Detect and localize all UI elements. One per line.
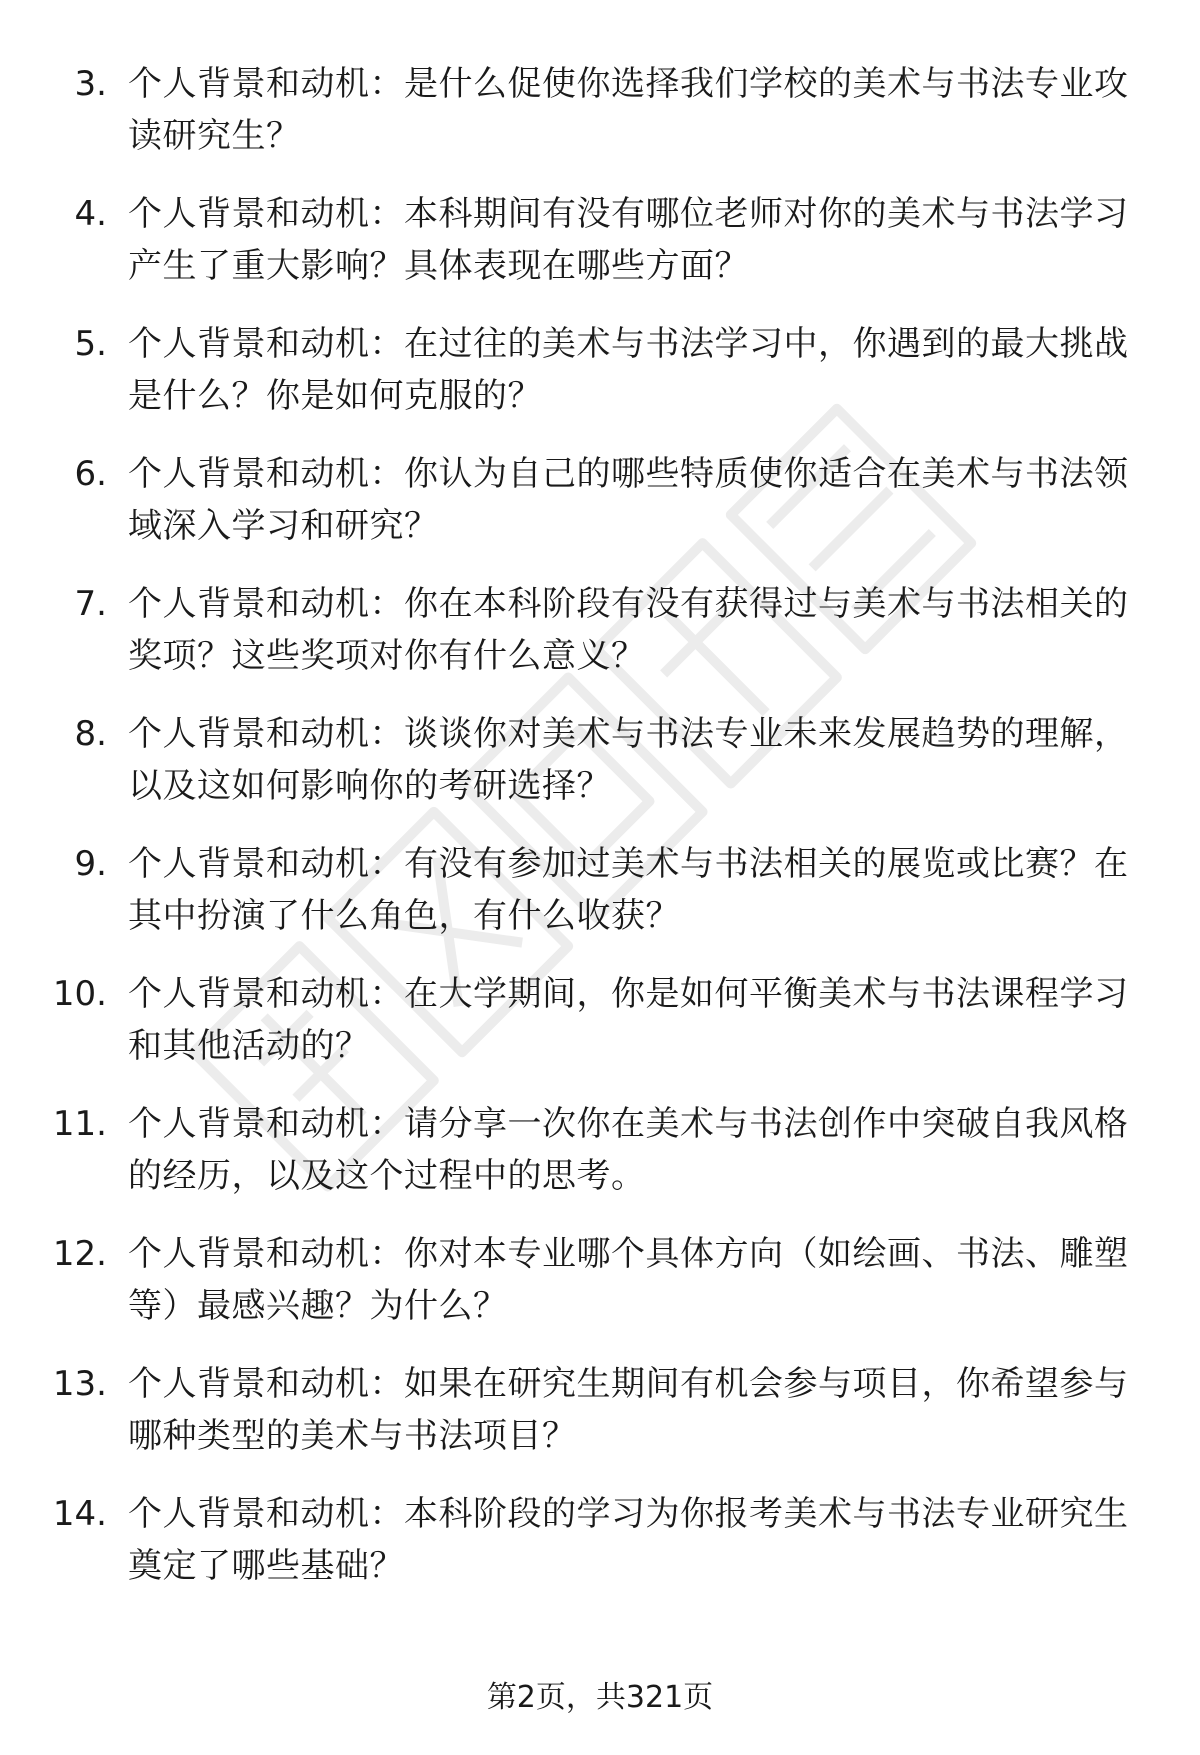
question-item bbox=[0, 708, 1200, 838]
question-text: 个人背景和动机：在大学期间，你是如何平衡美术与书法课程学习和其他活动的？ bbox=[128, 974, 1129, 1066]
question-number: 3. bbox=[74, 64, 107, 104]
question-number: 4. bbox=[74, 194, 107, 234]
question-item bbox=[0, 1358, 1200, 1488]
question-number: 9. bbox=[74, 844, 107, 884]
question-text: 个人背景和动机：你认为自己的哪些特质使你适合在美术与书法领域深入学习和研究？ bbox=[128, 454, 1129, 546]
question-item bbox=[0, 1098, 1200, 1228]
question-item bbox=[0, 58, 1200, 188]
question-text: 个人背景和动机：你对本专业哪个具体方向（如绘画、书法、雕塑等）最感兴趣？为什么？ bbox=[128, 1234, 1129, 1326]
question-item bbox=[0, 578, 1200, 708]
question-text: 个人背景和动机：谈谈你对美术与书法专业未来发展趋势的理解，以及这如何影响你的考研选择？ bbox=[128, 714, 1129, 806]
page-footer: 第2页，共321页 bbox=[486, 1680, 714, 1715]
question-number: 12. bbox=[52, 1234, 107, 1274]
question-text: 个人背景和动机：有没有参加过美术与书法相关的展览或比赛？在其中扮演了什么角色，有什么收获？ bbox=[128, 844, 1129, 936]
question-number: 7. bbox=[74, 584, 107, 624]
question-number: 10. bbox=[52, 974, 107, 1014]
question-item bbox=[0, 188, 1200, 318]
question-text: 个人背景和动机：请分享一次你在美术与书法创作中突破自我风格的经历，以及这个过程中的思考。 bbox=[128, 1104, 1129, 1196]
question-item bbox=[0, 1228, 1200, 1358]
question-number: 6. bbox=[74, 454, 107, 494]
question-text: 个人背景和动机：本科阶段的学习为你报考美术与书法专业研究生奠定了哪些基础？ bbox=[128, 1494, 1129, 1586]
question-number: 11. bbox=[52, 1104, 107, 1144]
question-text: 个人背景和动机：你在本科阶段有没有获得过与美术与书法相关的奖项？这些奖项对你有什么意义？ bbox=[128, 584, 1129, 676]
question-item bbox=[0, 838, 1200, 968]
question-number: 5. bbox=[74, 324, 107, 364]
question-number: 13. bbox=[52, 1364, 107, 1404]
question-item bbox=[0, 1488, 1200, 1618]
question-number: 8. bbox=[74, 714, 107, 754]
question-text: 个人背景和动机：是什么促使你选择我们学校的美术与书法专业攻读研究生？ bbox=[128, 64, 1129, 156]
question-item bbox=[0, 968, 1200, 1098]
question-text: 个人背景和动机：本科期间有没有哪位老师对你的美术与书法学习产生了重大影响？具体表现在哪些方面？ bbox=[128, 194, 1129, 286]
question-text: 个人背景和动机：如果在研究生期间有机会参与项目，你希望参与哪种类型的美术与书法项目？ bbox=[128, 1364, 1129, 1456]
question-item bbox=[0, 448, 1200, 578]
question-item bbox=[0, 318, 1200, 448]
question-number: 14. bbox=[52, 1494, 107, 1534]
question-text: 个人背景和动机：在过往的美术与书法学习中，你遇到的最大挑战是什么？你是如何克服的？ bbox=[128, 324, 1129, 416]
question-list bbox=[0, 58, 1200, 1618]
